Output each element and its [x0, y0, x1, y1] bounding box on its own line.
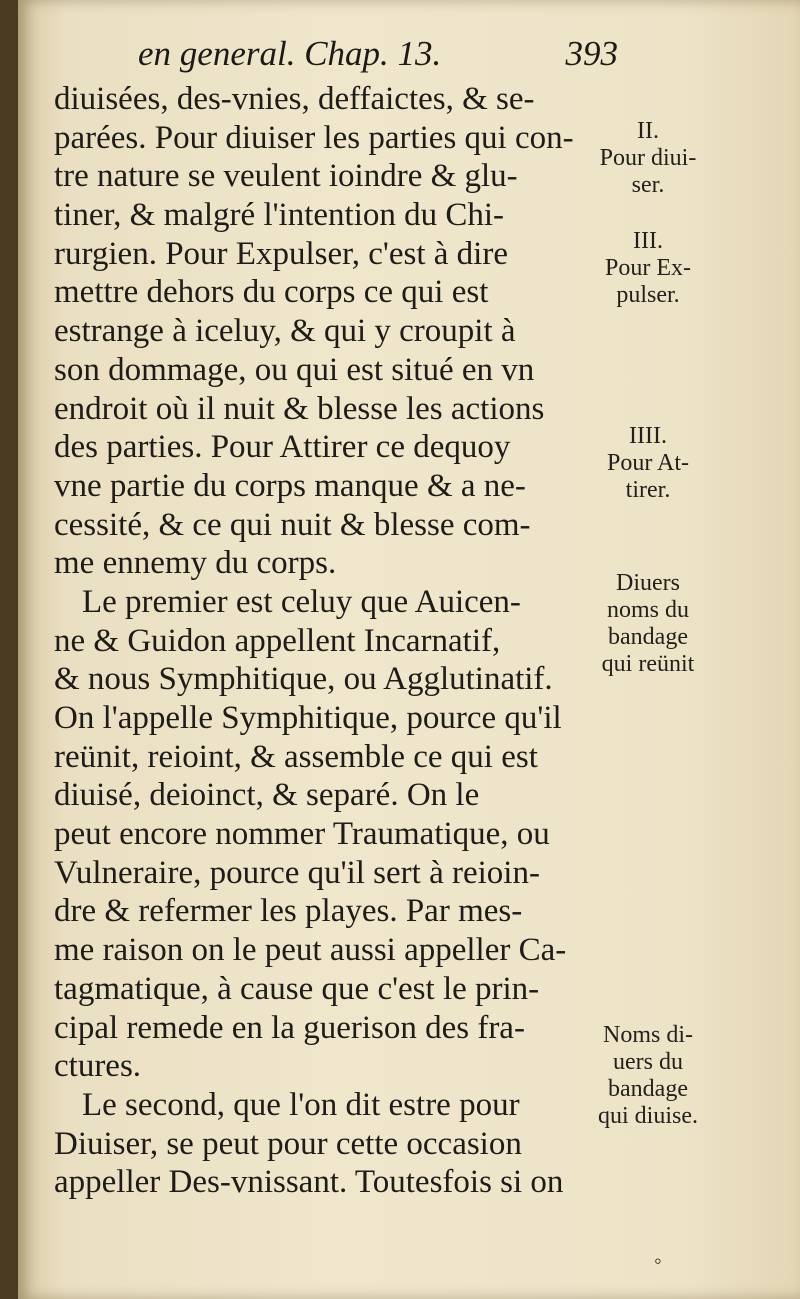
text-line: Le premier est celuy que Auicen-: [82, 583, 521, 620]
text-line: parées. Pour diuiser les parties qui con-: [54, 119, 574, 156]
text-line: appeller Des-vnissant. Toutesfois si on: [54, 1164, 564, 1201]
margin-note: [578, 118, 718, 199]
margin-note-line: Pour diui-: [599, 145, 697, 171]
text-line: rurgien. Pour Expulser, c'est à dire: [54, 235, 508, 272]
book-page: [18, 0, 800, 1299]
text-line: mettre dehors du corps ce qui est: [54, 274, 489, 311]
body-text: [54, 80, 584, 1202]
margin-note-line: tirer.: [625, 477, 671, 503]
margin-note-line: bandage: [608, 1076, 688, 1102]
margin-note-line: qui reünit: [601, 651, 695, 677]
text-line: son dommage, ou qui est situé en vn: [54, 351, 535, 388]
text-line: cessité, & ce qui nuit & blesse com-: [54, 506, 531, 543]
text-line: endroit où il nuit & blesse les actions: [54, 390, 545, 427]
text-line: dre & refermer les playes. Par mes-: [54, 893, 523, 930]
page-number: 393: [565, 34, 618, 73]
margin-note-line: Diuers: [616, 570, 680, 596]
text-line: diuisé, deioinct, & separé. On le: [54, 777, 480, 814]
text-line: tiner, & malgré l'intention du Chi-: [54, 197, 505, 234]
text-line: tre nature se veulent ioindre & glu-: [54, 158, 518, 195]
margin-note-line: qui diuise.: [598, 1103, 698, 1129]
margin-note-line: IIII.: [629, 423, 667, 449]
text-line: reünit, reioint, & assemble ce qui est: [54, 738, 538, 775]
text-line: estrange à iceluy, & qui y croupit à: [54, 313, 516, 350]
margin-note: [578, 423, 718, 504]
margin-note: [578, 570, 718, 678]
margin-note-line: Pour At-: [606, 450, 689, 476]
margin-note: [578, 1022, 718, 1130]
ink-blot-icon: ◦: [654, 1248, 662, 1273]
text-line: ne & Guidon appellent Incarnatif,: [54, 622, 501, 659]
text-line: cipal remede en la guerison des fra-: [54, 1009, 525, 1046]
margin-note-line: III.: [633, 228, 663, 254]
text-line: vne partie du corps manque & a ne-: [54, 467, 526, 504]
margin-note-line: ser.: [631, 172, 665, 198]
margin-note-line: Noms di-: [603, 1022, 693, 1048]
margin-note-line: bandage: [608, 624, 688, 650]
text-line: Le second, que l'on dit estre pour: [82, 1086, 520, 1123]
running-header: [138, 34, 618, 86]
text-line: me raison on le peut aussi appeller Ca-: [54, 932, 567, 969]
text-line: Vulneraire, pource qu'il sert à reioin-: [54, 854, 540, 891]
text-line: des parties. Pour Attirer ce dequoy: [54, 429, 511, 466]
running-title: en general. Chap. 13.: [138, 34, 442, 73]
margin-note-line: noms du: [606, 597, 689, 623]
margin-note-line: II.: [637, 118, 659, 144]
text-line: diuisées, des-vnies, deffaictes, & se-: [54, 81, 535, 117]
text-line: me ennemy du corps.: [54, 545, 337, 582]
margin-note-line: pulser.: [616, 282, 680, 308]
margin-note: [578, 228, 718, 309]
margin-note-line: Pour Ex-: [605, 255, 691, 281]
text-line: Diuiser, se peut pour cette occasion: [54, 1125, 522, 1162]
text-line: peut encore nommer Traumatique, ou: [54, 816, 550, 853]
text-line: & nous Symphitique, ou Agglutinatif.: [54, 661, 553, 698]
text-line: ctures.: [54, 1048, 142, 1085]
margin-note-line: uers du: [613, 1049, 683, 1075]
text-line: tagmatique, à cause que c'est le prin-: [54, 970, 540, 1007]
text-line: On l'appelle Symphitique, pource qu'il: [54, 700, 562, 736]
